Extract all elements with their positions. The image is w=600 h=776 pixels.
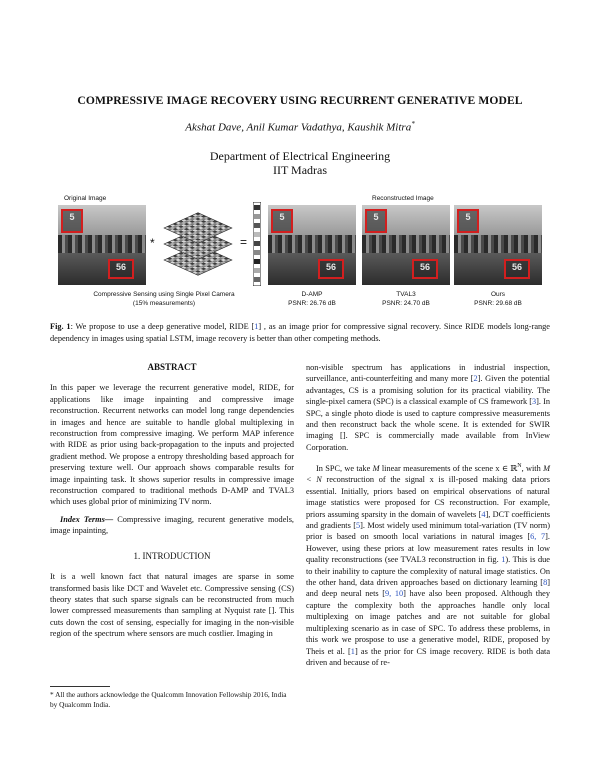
right-paragraph-1: non-visible spectrum has applications in industrial inspection, surveillance, anti-counterfeiting and many more [2]. Given the potential advantages, CS is a promising solution for its practical viability. The single-pixel camera (SPC) is a classical example of CS framework [3]. In SPC, a single photo diode is used to capture compressive measurements and then reconstruct back the whole scene. It is extended for SWIR imaging []. SPC is commercially made available from InView Corporation.: [306, 363, 550, 452]
equals-operator: =: [240, 235, 248, 249]
label-reconstructed-image: Reconstructed Image: [372, 195, 434, 202]
index-terms: Index Terms— Compressive imaging, recurent generative models, image inpainting,: [50, 514, 294, 536]
method-label-damp: D-AMP PSNR: 26.76 dB: [288, 291, 336, 307]
measurement-patterns-stack: [158, 200, 238, 292]
label-sensing: Compressive Sensing using Single Pixel Camera (15% measurements): [93, 291, 235, 307]
abstract-heading: ABSTRACT: [147, 362, 197, 372]
paper-title: COMPRESSIVE IMAGE RECOVERY USING RECURRENT GENERATIVE MODEL: [77, 94, 523, 107]
department: Department of Electrical Engineering: [209, 149, 391, 163]
reconstruction-tval3: 5 56: [362, 205, 450, 285]
zoom-box-top: 5: [61, 209, 83, 233]
figure-1: [50, 190, 550, 312]
footnote: * All the authors acknowledge the Qualcomm Innovation Fellowship 2016, India by Qualcomm India.: [50, 690, 287, 709]
author-list: Akshat Dave, Anil Kumar Vadathya, Kaushik Mitra*: [185, 120, 415, 134]
introduction-paragraph: It is a well known fact that natural images are sparse in some transformed basis like DCT and Wavelet etc. Compressive sensing (CS) theory states that such sparse signals can be reconstructed from much lower compressed measurements than sampling at Nyquist rate []. This cuts down the cost of sensing, especially for imaging in the non-visible region of the spectrum where sensors are much costlier. Imaging in: [50, 572, 294, 639]
original-image: [58, 205, 146, 285]
right-column: [306, 362, 550, 668]
method-label-tval3: TVAL3 PSNR: 24.70 dB: [382, 291, 430, 307]
citation-link[interactable]: 1: [254, 322, 259, 331]
measurement-vector: [253, 202, 261, 286]
label-original-image: Original Image: [64, 195, 107, 202]
left-column: [50, 362, 294, 640]
convolution-operator: *: [150, 236, 155, 250]
figure-caption: Fig. 1: We propose to use a deep generative model, RIDE [1] , as an image prior for compressive signal recovery. Since RIDE models long-range dependency in images using spatial LSTM, image recovery is better than other competing methods.: [50, 322, 550, 343]
footnote-rule: [50, 686, 110, 687]
zoom-box-bottom: 56: [108, 259, 134, 279]
reconstruction-damp: 5 56: [268, 205, 356, 285]
institute: IIT Madras: [272, 163, 328, 177]
introduction-heading: 1. INTRODUCTION: [133, 550, 211, 561]
affiliation: [0, 149, 600, 177]
reconstruction-ours: 5 56: [454, 205, 542, 285]
method-label-ours: Ours PSNR: 29.68 dB: [474, 291, 522, 307]
abstract-body: In this paper we leverage the recurrent generative model, RIDE, for applications like image inpainting and compressive image reconstruction. Recurrent networks can model long range dependencies in images and hence are suitable to handle global multiplexing in reconstruction from compressive imaging. We perform MAP inference with RIDE as prior using back-propagation to the inputs and projected gradient method. We propose a entropy thresholding based approach for preserving texture well. Our approach shows comparable results for image inpainting task. It shows superior results in compressive image reconstruction compared to traditional methods D-AMP and TVAL3 which uses global prior of minimizing TV norm.: [50, 383, 294, 507]
right-paragraph-2: In SPC, we take M linear measurements of the scene x ∈ ℝ$^N$, with M < N reconstruction of the signal x is ill-posed making data priors essential. Initially, priors based on empirical observations of natural image statistics were proposed for CS reconstruction. For example, priors assuming sparsity in the domain of wavelets [4], DCT coefficients and gradients [5]. Most widely used minimum total-variation (TV norm) prior is based on smooth local variations in natural images [6, 7]. However, using these priors at low measurement rates results in low quality reconstructions (see TVAL3 reconstruction in fig. 1). This is due to their inability to capture the complexity of natural image statistics. On the other hand, data driven approaches based on dictionary learning [8] and deep neural nets [9, 10] have also been proposed. Although they capture the complexity both the approaches handle only local multiplexing on image patches and are not suitable for global multiplexing scenario as in case of SPC. To address these problems, in this work we prospose to use a generative model, RIDE, proposed by Theis et al. [1] as the prior for CS image recovery. RIDE is both data driven and because of re-: [306, 463, 551, 667]
